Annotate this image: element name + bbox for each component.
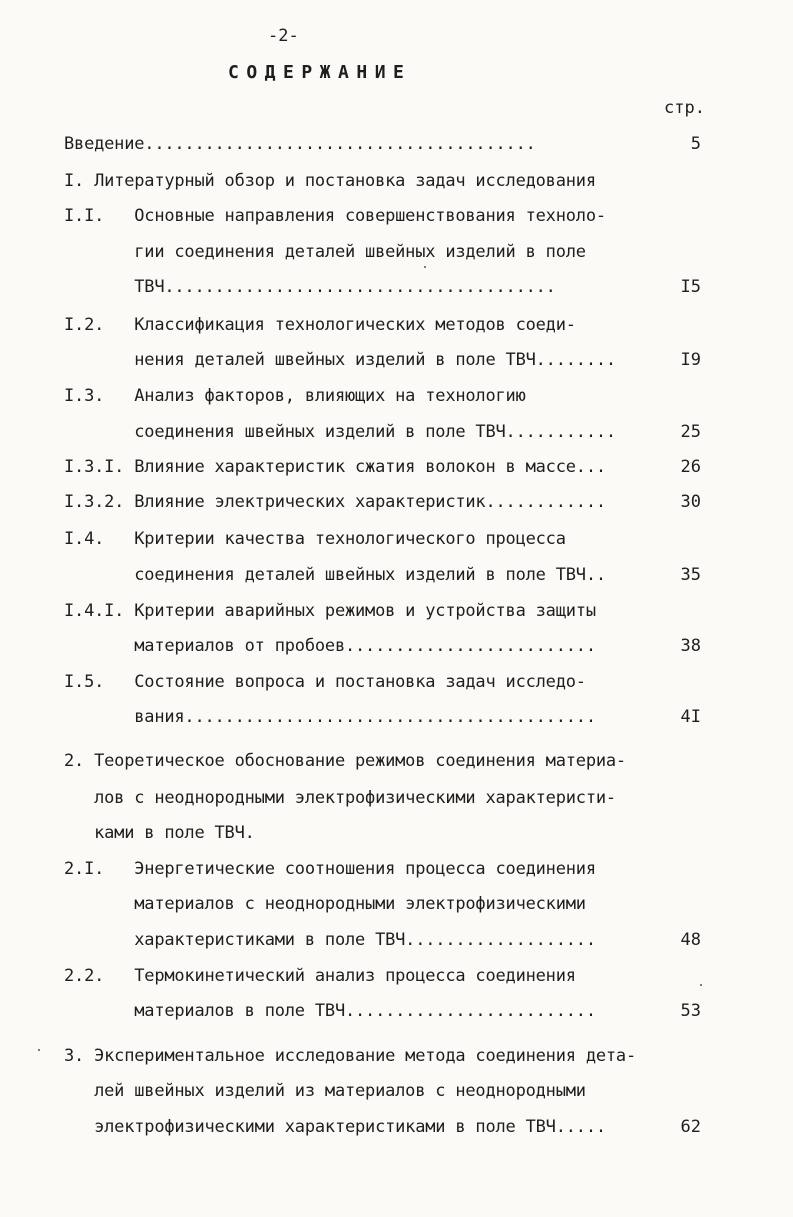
toc-entry: I.3.2. Влияние электрических характеристик............ (64, 492, 606, 512)
toc-entry: 3. Экспериментальное исследование метода соединения дета- (64, 1046, 636, 1066)
toc-page-number: 4I (680, 707, 701, 727)
toc-page-number: 26 (680, 457, 701, 477)
toc-entry: лов с неоднородными электрофизическими характеристи- (64, 788, 616, 808)
toc-entry: характеристиками в поле ТВЧ................... (64, 930, 596, 950)
toc-entry: нения деталей швейных изделий в поле ТВЧ........ (64, 350, 616, 370)
toc-entry: 2. Теоретическое обоснование режимов соединения материа- (64, 751, 626, 771)
toc-entry: вания......................................... (64, 707, 596, 727)
toc-entry: I.4. Критерии качества технологического процесса (64, 529, 566, 549)
page-title: СОДЕРЖАНИЕ (228, 62, 412, 83)
speck (700, 984, 702, 986)
toc-entry: ТВЧ....................................... (64, 277, 556, 297)
toc-entry: материалов в поле ТВЧ......................... (64, 1001, 596, 1021)
toc-page-number: 53 (680, 1001, 701, 1021)
toc-page-number: 5 (690, 134, 701, 154)
toc-page-number: 35 (680, 565, 701, 585)
toc-page-number: 30 (680, 492, 701, 512)
toc-page-number: 48 (680, 930, 701, 950)
toc-entry: I.2. Классификация технологических методов соеди- (64, 315, 576, 335)
speck (38, 1049, 40, 1051)
speck (424, 266, 426, 268)
toc-entry: I.3. Анализ факторов, влияющих на технологию (64, 386, 526, 406)
toc-entry: I.4.I. Критерии аварийных режимов и устройства защиты (64, 601, 596, 621)
toc-entry: I. Литературный обзор и постановка задач исследования (64, 171, 596, 191)
toc-entry: I.3.I. Влияние характеристик сжатия волокон в массе... (64, 457, 606, 477)
toc-entry: I.I. Основные направления совершенствования техноло- (64, 206, 606, 226)
toc-entry: соединения швейных изделий в поле ТВЧ........... (64, 422, 616, 442)
toc-entry: электрофизическими характеристиками в поле ТВЧ..... (64, 1117, 606, 1137)
toc-entry: I.5. Состояние вопроса и постановка задач исследо- (64, 672, 586, 692)
toc-page-number: 25 (680, 422, 701, 442)
toc-entry: лей швейных изделий из материалов с неоднородными (64, 1081, 586, 1101)
toc-page-number: 62 (680, 1117, 701, 1137)
page-number: -2- (268, 26, 299, 46)
page-column-label: стр. (664, 98, 705, 118)
toc-entry: 2.I. Энергетические соотношения процесса соединения (64, 859, 596, 879)
toc-entry: материалов от пробоев......................... (64, 636, 596, 656)
toc-entry: ками в поле ТВЧ. (64, 823, 255, 843)
toc-entry: соединения деталей швейных изделий в поле ТВЧ.. (64, 565, 606, 585)
toc-entry: 2.2. Термокинетический анализ процесса соединения (64, 966, 576, 986)
toc-entry: Введение....................................... (64, 134, 536, 154)
toc-entry: гии соединения деталей швейных изделий в поле (64, 242, 586, 262)
toc-page-number: 38 (680, 636, 701, 656)
toc-page-number: I5 (680, 277, 701, 297)
toc-page-number: I9 (680, 350, 701, 370)
toc-entry: материалов с неоднородными электрофизическими (64, 894, 586, 914)
